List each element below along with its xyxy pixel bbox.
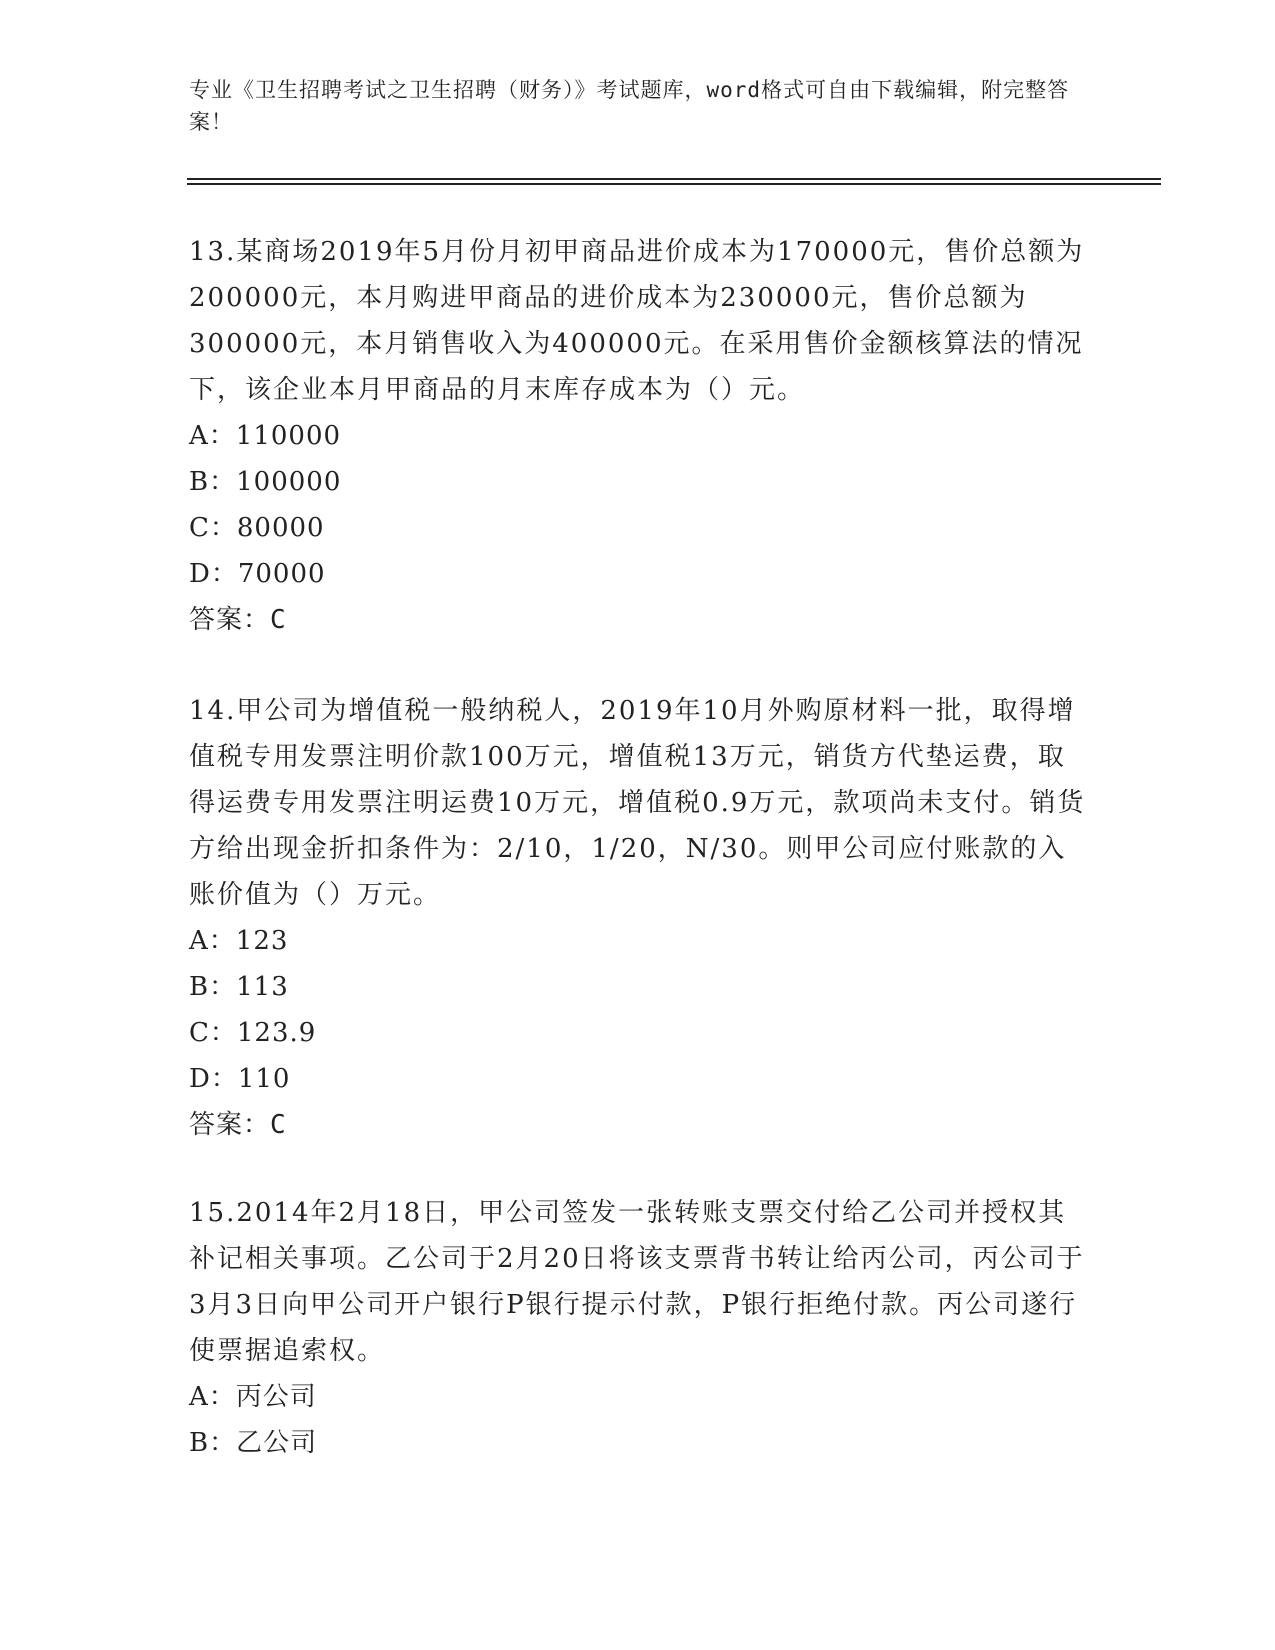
option-b: B：100000 (189, 467, 342, 497)
header-divider-double (187, 183, 1161, 185)
question-13 (189, 229, 1089, 643)
option-d: D：70000 (189, 559, 326, 589)
option-a: A：123 (189, 926, 289, 956)
question-stem: 15.2014年2月18日，甲公司签发一张转账支票交付给乙公司并授权其补记相关事项。乙公司于2月20日将该支票背书转让给丙公司，丙公司于3月3日向甲公司开户银行P银行提示付款，P银行拒绝付款。丙公司遂行使票据追索权。 (189, 1198, 1085, 1366)
question-15 (189, 1190, 1089, 1466)
question-14 (189, 688, 1089, 1148)
option-b: B：113 (189, 972, 289, 1002)
question-stem: 13.某商场2019年5月份月初甲商品进价成本为170000元，售价总额为200000元，本月购进甲商品的进价成本为230000元，售价总额为300000元，本月销售收入为400000元。在采用售价金额核算法的情况下，该企业本月甲商品的月末库存成本为（）元。 (189, 237, 1085, 405)
option-c: C：80000 (189, 513, 325, 543)
option-a: A：丙公司 (189, 1382, 317, 1412)
option-a: A：110000 (189, 421, 342, 451)
page-header: 专业《卫生招聘考试之卫生招聘（财务）》考试题库，word格式可自由下载编辑，附完整答案！ (189, 78, 1070, 134)
answer: 答案：C (189, 605, 287, 635)
option-b: B：乙公司 (189, 1428, 318, 1458)
header-divider (187, 178, 1161, 180)
answer: 答案：C (189, 1110, 287, 1140)
option-c: C：123.9 (189, 1018, 317, 1048)
option-d: D：110 (189, 1064, 291, 1094)
question-stem: 14.甲公司为增值税一般纳税人，2019年10月外购原材料一批，取得增值税专用发票注明价款100万元，增值税13万元，销货方代垫运费，取得运费专用发票注明运费10万元，增值税0.9万元，款项尚未支付。销货方给出现金折扣条件为：2/10，1/20，N/30。则甲公司应付账款的入账价值为（）万元。 (189, 696, 1086, 910)
